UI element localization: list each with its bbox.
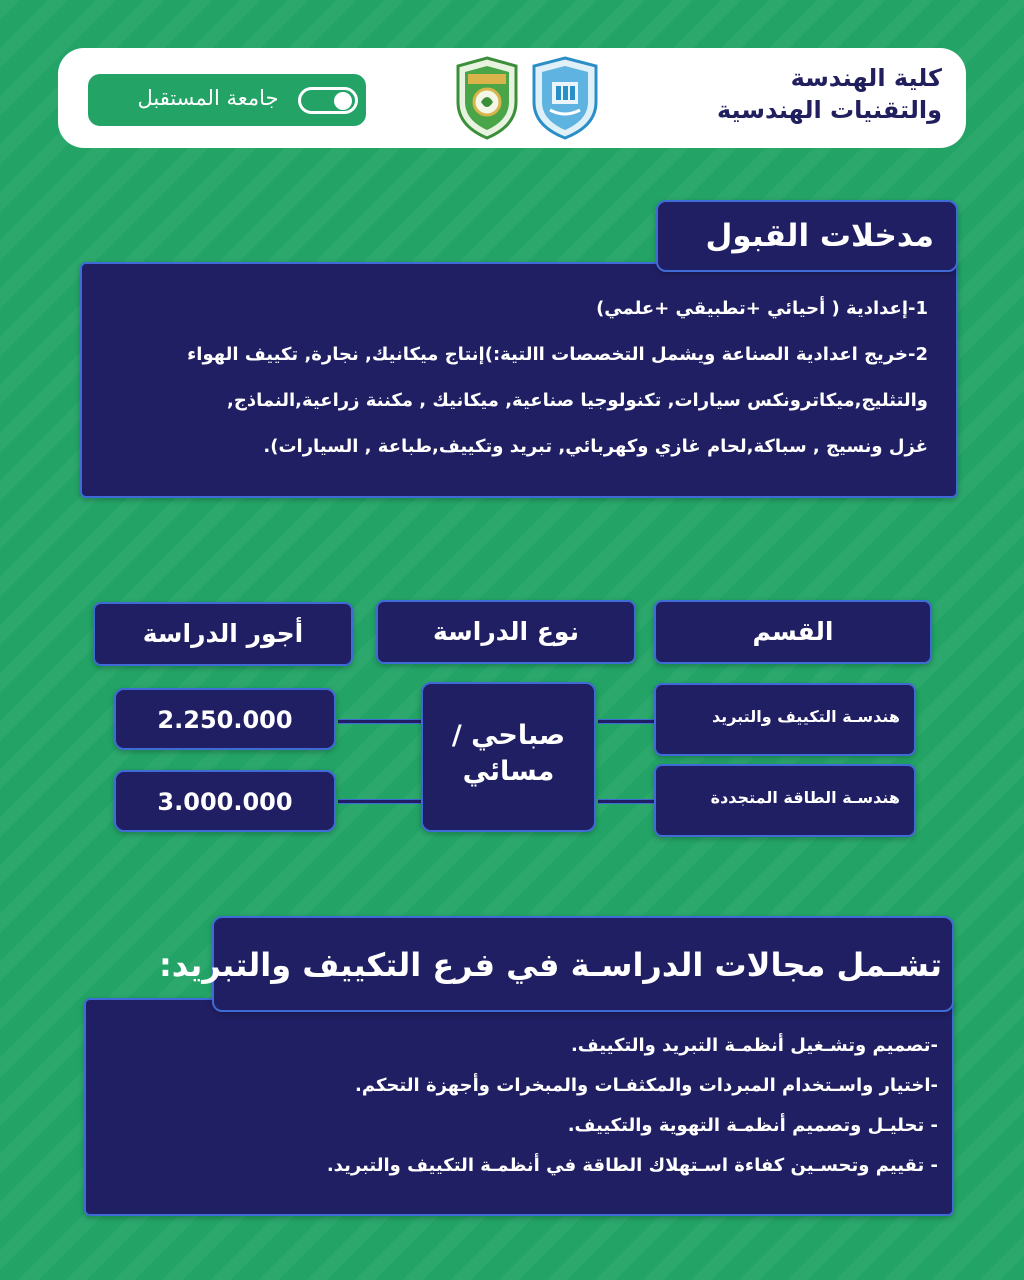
admission-requirements-text (98, 286, 928, 470)
college-title-line2: والتقنيات الهندسية (717, 96, 942, 124)
header-department (654, 600, 932, 664)
university-badge (88, 74, 366, 126)
department-cell-hvac (654, 683, 916, 756)
header-fees-label: أجور الدراسة (142, 619, 304, 648)
study-field-item: - تحليـل وتصميم أنظمـة التهوية والتكييف. (567, 1115, 938, 1136)
admission-item: 1-إعدادية ( أحيائي +تطبيقي +علمي) (596, 298, 928, 319)
toggle-switch-icon (298, 87, 358, 114)
study-field-item: -اختيار واسـتخدام المبردات والمكثفـات والمبخرات وأجهزة التحكم. (355, 1075, 938, 1096)
study-type-line1: صباحي / (451, 720, 566, 751)
connector-line (598, 719, 654, 724)
fee-value: 3.000.000 (157, 788, 293, 816)
header-bar (58, 48, 966, 148)
header-department-label: القسم (752, 617, 834, 646)
department-cell-renewable-energy (654, 764, 916, 837)
college-title-line1: كلية الهندسة (790, 64, 942, 92)
fee-cell (114, 688, 336, 750)
toggle-knob (334, 92, 352, 110)
connector-line (598, 799, 654, 804)
study-field-item: - تقييم وتحسـين كفاءة اسـتهلاك الطاقة في أنظمـة التكييف والتبريد. (326, 1155, 938, 1176)
fee-value: 2.250.000 (157, 706, 293, 734)
header-study-type-label: نوع الدراسة (433, 617, 579, 646)
study-field-item: -تصميم وتشـغيل أنظمـة التبريد والتكييف. (570, 1035, 938, 1056)
admission-title-tab (656, 200, 958, 272)
header-study-type (376, 600, 636, 664)
header-fees (93, 602, 353, 666)
admission-requirements-panel (80, 262, 958, 498)
admission-item: غزل ونسيج , سباكة,لحام غازي وكهربائي, تبريد وتكييف,طباعة , السيارات). (263, 436, 928, 457)
university-name: جامعة المستقبل (137, 86, 279, 110)
college-title (662, 62, 942, 126)
study-type-line2: مسائي (462, 756, 555, 787)
admission-title: مدخلات القبول (705, 218, 934, 254)
study-fields-title: تشـمل مجالات الدراسـة في فرع التكييف والتبريد: (158, 946, 942, 984)
connector-line (338, 719, 421, 724)
study-type-label (423, 718, 594, 790)
study-fields-panel (84, 998, 954, 1216)
fee-cell (114, 770, 336, 832)
admission-item: والتثليج,ميكاترونكس سيارات, تكنولوجيا صناعية, ميكانيك , مكننة زراعية,النماذج, (227, 390, 928, 411)
connector-line (338, 799, 421, 804)
department-name: هندسـة الطاقة المتجددة (710, 788, 900, 807)
study-fields-title-tab (158, 916, 954, 1012)
university-emblem-logo (454, 56, 520, 140)
admission-item: 2-خريج اعدادية الصناعة ويشمل التخصصات االتية:)إنتاج ميكانيك, نجارة, تكييف الهواء (187, 344, 928, 365)
college-emblem-logo (530, 56, 600, 140)
study-fields-list (118, 1026, 938, 1186)
study-type-cell (421, 682, 596, 832)
department-name: هندسـة التكييف والتبريد (711, 707, 900, 726)
